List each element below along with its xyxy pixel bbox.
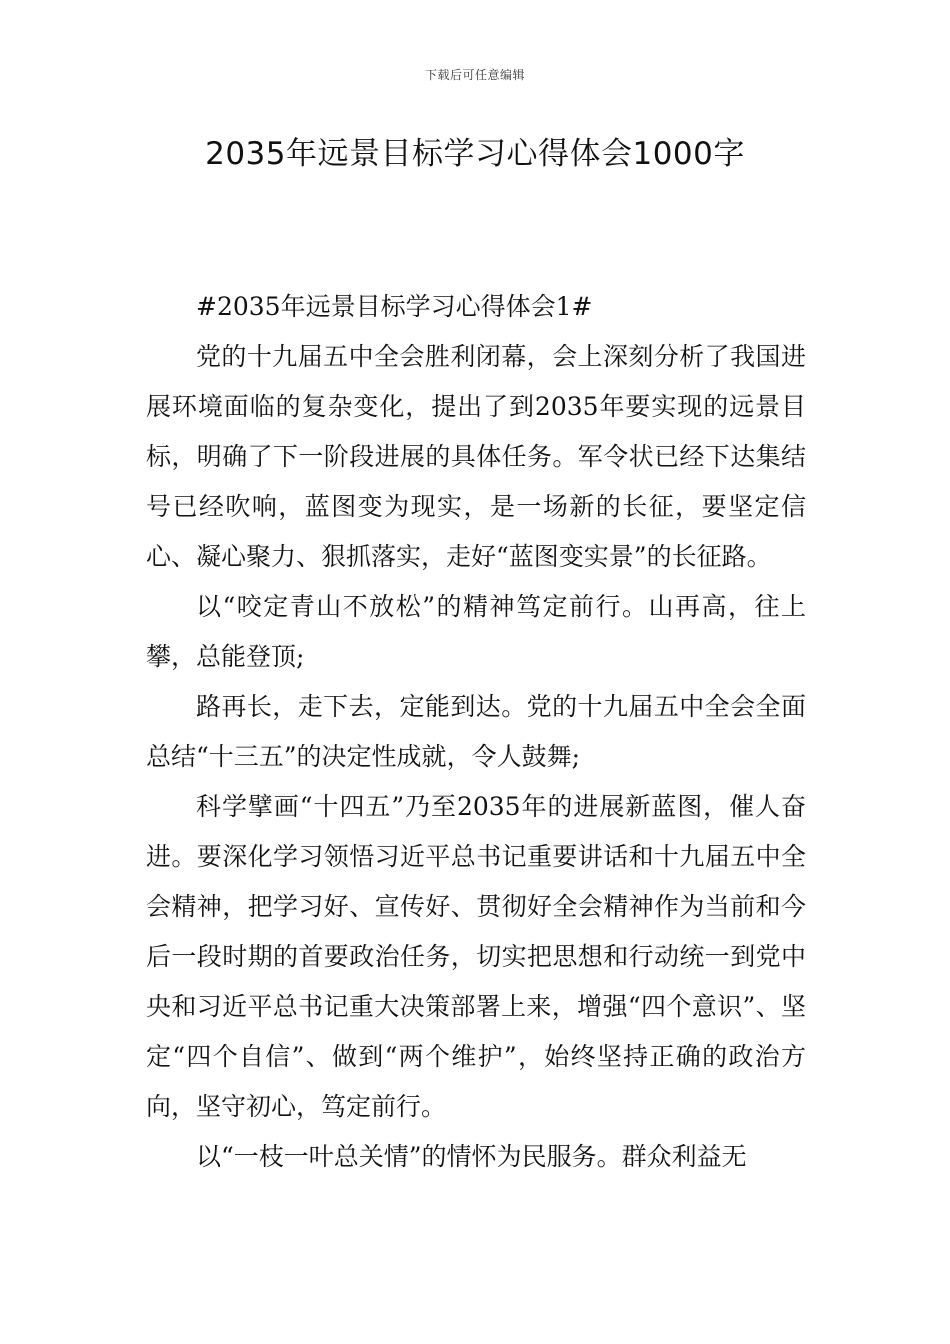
paragraph: 科学擘画“十四五”乃至2035年的进展新蓝图，催人奋进。要深化学习领悟习近平总书记重要讲话和十九届五中全会精神，把学习好、宣传好、贯彻好全会精神作为当前和今后一段时期的首要政治任务，切实把思想和行动统一到党中央和习近平总书记重大决策部署上来，增强“四个意识”、坚定“四个自信”、做到“两个维护”，始终坚持正确的政治方向，坚守初心，笃定前行。 bbox=[146, 792, 806, 1121]
document-title: 2035年远景目标学习心得体会1000字 bbox=[205, 136, 745, 172]
header-note: 下载后可任意编辑 bbox=[424, 68, 525, 82]
paragraph: 以“一枝一叶总关情”的情怀为民服务。群众利益无 bbox=[196, 1142, 747, 1171]
document-body bbox=[146, 282, 806, 1182]
paragraph: 路再长，走下去，定能到达。党的十九届五中全会全面总结“十三五”的决定性成就，令人鼓舞; bbox=[146, 692, 806, 771]
paragraph-subheading: #2035年远景目标学习心得体会1# bbox=[196, 292, 593, 321]
paragraph: 以“咬定青山不放松”的精神笃定前行。山再高，往上攀，总能登顶; bbox=[146, 592, 806, 671]
paragraph: 党的十九届五中全会胜利闭幕，会上深刻分析了我国进展环境面临的复杂变化，提出了到2035年要实现的远景目标，明确了下一阶段进展的具体任务。军令状已经下达集结号已经吹响，蓝图变为现实，是一场新的长征，要坚定信心、凝心聚力、狠抓落实，走好“蓝图变实景”的长征路。 bbox=[146, 342, 806, 571]
